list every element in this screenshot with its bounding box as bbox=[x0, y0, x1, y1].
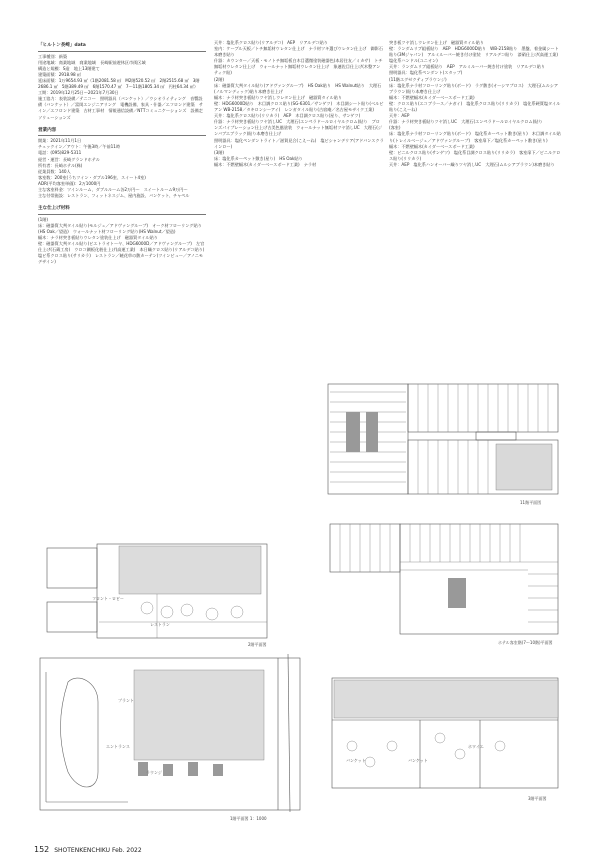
spec-line: 工期：2019年12月25日～2021年7月30日 bbox=[38, 90, 119, 96]
spec-line: 施工協力：表装設備／テニコー 照明器具（バンケット）／ウシオライティング 音響設備（バンケット）／富岡エンジニアリング 電機設備、家具・什器／エフロンド建築 サイン／エフロンド建築 古材工事材 情報通信設備／NTTコミュニケーションズ 設備走ソリューションズ bbox=[38, 96, 203, 120]
spec-line: 什器：カウンター／天板・モノトチ無垢板白木目選微塗装磁器色(本居住友／ミカサ) トチ無垢材ウレタン仕上げ ウォールナット無垢材ウレタン仕上げ 象連佐目仕上げ(木整アンティク貼) bbox=[214, 58, 383, 76]
section-heading: 「ヒルトン長崎」data bbox=[38, 43, 86, 48]
spec-line: 主な客室料金：ツインルーム、ダブルルーム各2万円～ スイートルーム9万円～ bbox=[38, 186, 188, 192]
label-plant: プラント bbox=[118, 698, 134, 703]
specs-column-1 bbox=[38, 40, 209, 266]
spec-line: 室内：ケーブル天板／トチ無垢材ウレタン仕上げ ナラ材ツキ選びウレタン仕上げ 御影石本磨き貼り bbox=[214, 46, 383, 58]
spec-line: 天井：塩化系クロス貼り(リアルデコ) AEP リアルデコ貼り bbox=[214, 40, 328, 45]
spec-line: 天井：ランダムリブ組板貼り AEP アルミルーバー焼き付け塗装 リアルデコ貼り bbox=[389, 64, 545, 70]
spec-line: 壁：HDG6000D貼り 木目調クロス貼り(SG-6301／サンゲツ) 木目調シート貼り(ベルビアン WB-2158／タキロンシーアイ) レンガタイル貼り(古宿庵／名古屋モザイク工業) bbox=[214, 100, 384, 113]
spec-line: 幅木：不燃壁幅木(カイダーベースボード工業) bbox=[389, 143, 475, 149]
spec-line: 壁：ランダムリブ組板貼り AEP HDG6000D貼り WB-2158貼り 墨盤、着金属シート貼り(3Mジャパン) アルミルーバー焼き付け塗装 リアルデコ貼り 漆硝仕上げ(高運工業) 塩化系ハンドル(ユニオン) bbox=[389, 46, 563, 64]
spec-line: 開業：2021年11月1日 bbox=[38, 138, 82, 144]
caption-3f: 3階平面図 bbox=[528, 796, 547, 801]
floor-plan-1f bbox=[38, 652, 308, 816]
spec-line: 幅木：ナラ材突き板貼りウレタン塗装仕上げ 磁器質タイル貼り bbox=[38, 235, 158, 241]
label-foyer: ホワイエ bbox=[468, 744, 484, 749]
spec-line: 床：塩化系ナラ材フローリング貼り(ボード) 塩化系カーペット敷き(星り) 木目調タイル貼り(トレイルベージュ／アドヴァングループ) 客室扉下／塩化系カーペット敷き(星り) bbox=[389, 131, 561, 143]
caption-2f: 2階平面図 bbox=[248, 642, 267, 647]
spec-line: 延床面積：1万9654.93 ㎡（1階2081.58 ㎡ M2階520.52 ㎡ 2階2515.68 ㎡ 3階2686.1 ㎡ 5階389.49 ㎡ 6階1570.47 ㎡ 7～11階1805.34 ㎡ 円柱64.34 ㎡） bbox=[38, 77, 200, 90]
label-lounge: ラウンジ bbox=[146, 770, 162, 775]
spec-line: 工事種別：新築 bbox=[38, 53, 67, 59]
spec-line: 床：磁器質大判タイル貼り(アドヴァングループ) HS Oak貼り HS Walnut貼り 大理石(ノルマンディック)貼り本磨き仕上げ bbox=[214, 82, 382, 94]
spec-line: 壁：クロス貼り(エコブラース／ナガイ) 塩化系クロス貼り(リリカラ) 塩化系硬質塩タイル貼り(こえーね) bbox=[389, 100, 561, 113]
spec-line: 電話：(095)829-5311 bbox=[38, 150, 82, 156]
spec-line: (3階) bbox=[214, 149, 224, 155]
spec-line: ADR(平均客室単価)：2万1000円 bbox=[38, 180, 101, 186]
label-entrance: エントランス bbox=[106, 744, 130, 749]
spec-line: 従業員数：140人 bbox=[38, 168, 71, 174]
spec-line: 壁：ビニルクロス貼り(サンゲツ) 塩化系目調クロス貼り(リリカラ) 客室扉下／ビニルクロス貼り(リリカラ) bbox=[389, 149, 561, 161]
magazine-name: SHOTENKENCHIKU Feb. 2022 bbox=[54, 847, 142, 854]
label-front-lobby: フロント・ロビー bbox=[92, 596, 124, 601]
section-heading: 主な仕上げ材料 bbox=[38, 206, 70, 212]
spec-line: 構造と規模：S造 地上13階建て bbox=[38, 65, 100, 71]
spec-line: 用途地域：商業地域 商業地域 長崎駅前遊休区市街区域 bbox=[38, 59, 146, 65]
section-rule bbox=[38, 214, 206, 215]
label-restaurant-2f: レストラン bbox=[150, 622, 170, 627]
spec-line: 什器：ナラ材突き板貼りツヤ消しUC 大理石(エンペラドールロイヤルクロム)貼り bbox=[389, 119, 543, 125]
spec-line: 床：磁器質大判タイル貼り(モルジュ／アドヴァングループ) オーク材フローリング貼り(HS Oak／望造) ウォールナット材フローリング貼り(HS Walnut／望造) bbox=[38, 222, 202, 234]
caption-1f: 1階平面図 1：1000 bbox=[230, 816, 267, 821]
spec-line: 建築面積：2918.98 ㎡ bbox=[38, 71, 82, 77]
spec-line: 主な付帯施設：レストラン、フィットネスジム、屋内施設、バンケット、チャペル bbox=[38, 193, 190, 199]
spec-line: 幅木：不燃壁幅木(カイダーベースボード工業) bbox=[389, 94, 475, 100]
spec-line: 床：塩化系カーペット敷き(星り) HS Oak貼り bbox=[214, 155, 303, 161]
specs-column-3 bbox=[389, 40, 561, 168]
spec-line: 幅木：ナラ材突き板貼りツヤ消しウレタン仕上げ 磁器質タイル貼り bbox=[214, 94, 343, 100]
label-banquet-2: バンケット bbox=[408, 758, 428, 763]
spec-line: 天井：AEP bbox=[389, 113, 410, 119]
spec-line: (2階) bbox=[214, 76, 224, 82]
spec-line: 壁：磁器質大判タイル貼り(ビエトラオトーヤ、HDG6000D／アドヴァングループ) 左官仕上げ(石蔵工房) ウロコ鋼板化粧仕上げ(高運工業) 本日織クロス貼り(リアルデコ貼り) 塩ビ系クロス貼り(サリカラ) レストラン／暁花草の敷カーテン(ツインビュー／アノニモデザイン) bbox=[38, 241, 209, 265]
section-rule bbox=[38, 51, 206, 52]
section-heading: 営業内容 bbox=[38, 127, 57, 133]
page-footer bbox=[34, 845, 142, 854]
specs-column-2 bbox=[214, 40, 384, 168]
spec-line: 什器：ナラ材突き板貼りツヤ消しUC 大理石(エンペラドールロイヤルクロム)貼り ブロンズパイプレーション仕上げ古美色風塗装 ウォールナット無垢材ツヤ消しUC 大理石(ジンバブエブラック)貼り本磨き仕上げ bbox=[214, 119, 382, 137]
spec-line: 客室数：200室(うちツイン・ダブル196室、スイート4室) bbox=[38, 174, 146, 180]
page-number: 152 bbox=[34, 845, 50, 854]
spec-line: (1階) bbox=[38, 216, 48, 222]
label-banquet-1: バンケット bbox=[346, 758, 366, 763]
floor-plan-7-10f bbox=[328, 522, 562, 636]
caption-11f: 11階平面図 bbox=[520, 500, 542, 505]
spec-line: 天井：塩化系クロス貼り(リリカラ) AEP 木目調クロス貼り(星り、サンゲツ) bbox=[214, 113, 361, 119]
caption-7-10f: ホテル客室階(7～10階)平面図 bbox=[498, 640, 553, 645]
spec-line: 床：塩化系ナラ材フローリング貼り(ボード) ラグ敷き(オーシマプロス) 大理石(ムルシアブラウン)貼り本磨き仕上げ bbox=[389, 82, 559, 94]
spec-line: 所有者：長崎ホテル(株) bbox=[38, 162, 83, 168]
spec-line: (客室) bbox=[389, 125, 401, 131]
spec-line: 天井：AEP 塩化系ハンオーバー織りツヤ消しUC 大理石(ムルシアブラウン)本磨き貼り bbox=[389, 161, 555, 167]
spec-line: 照明器具：塩化ペンダントライト／滋賀見合(こえーね) 塩ビシャンデリア(アドバンスクラインロー) bbox=[214, 137, 384, 149]
spec-line: (11階エグゼクティブラウンジ) bbox=[389, 76, 447, 82]
spec-line: 幅木：不燃壁幅木(カイダーベースボード工業) ナラ材 bbox=[214, 161, 317, 167]
section-rule bbox=[38, 135, 206, 136]
spec-line: 突き板ツヤ消しウレタン仕上げ 磁器質タイル貼り bbox=[389, 40, 484, 45]
floor-plan-3f bbox=[330, 676, 562, 792]
spec-line: 照明器具：塩化系ペンダント(スタップ) bbox=[389, 70, 463, 76]
floor-plan-11f bbox=[326, 382, 562, 496]
spec-line: チェックイン／アウト：午後3時／午前11時 bbox=[38, 144, 120, 150]
spec-line: 経営・運営：長崎グランドホテル bbox=[38, 156, 100, 162]
